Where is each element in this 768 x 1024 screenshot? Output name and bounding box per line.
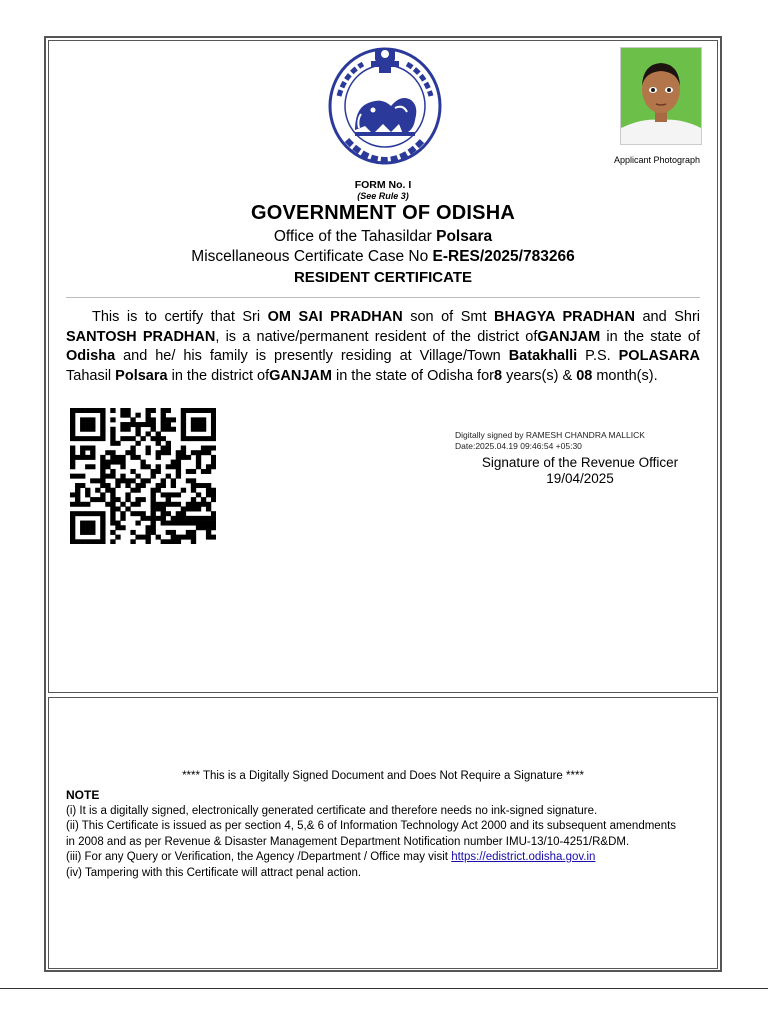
body-text: years(s) & [502,367,577,384]
form-number: FORM No. I [354,179,412,191]
signature-block [455,430,705,486]
tahasil-name: Polsara [115,367,168,384]
father-name: SANTOSH PRADHAN [66,328,216,345]
body-text: and he/ his family is presently residing at Village/Town [115,348,509,364]
note-item: (i) It is a digitally signed, electronically generated certificate and therefore needs no ink-signed signature. [66,804,598,817]
signature-title: Signature of the Revenue Officer [481,455,679,470]
case-line [48,248,718,266]
signature-timestamp: Date:2025.04.19 09:46:54 +05:30 [455,441,582,451]
residence-months: 08 [576,367,593,384]
district-name: GANJAM [537,328,601,345]
note-item: (ii) This Certificate is issued as per section 4, 5,& 6 of Information Technology Act 2000 and its subsequent amendments in 2008 and as per Revenue & Disaster Management Department Notification number IMU-13/10-4251/R&DM. [66,820,677,848]
applicant-photo [620,47,702,145]
edistrict-link[interactable]: https://edistrict.odisha.gov.in [451,851,596,863]
case-prefix: Miscellaneous Certificate Case No [191,248,433,265]
body-text: in the district of [167,367,270,384]
case-number: E-RES/2025/783266 [432,248,575,265]
office-line [48,228,718,246]
body-text: , is a native/permanent resident of the district of [215,328,538,345]
office-prefix: Office of the Tahasildar [273,228,437,245]
digital-signer: Digitally signed by RAMESH CHANDRA MALLICK [455,430,645,440]
body-text: month(s). [592,367,658,384]
body-text: This is to certify that Sri [92,309,268,325]
body-text: P.S. [577,348,619,364]
rule-reference: (See Rule 3) [357,191,409,201]
village-name: Batakhalli [508,348,578,364]
certificate-title: RESIDENT CERTIFICATE [293,269,473,286]
body-text: Tahasil [66,367,116,384]
residence-years: 8 [493,367,503,384]
note-item: (iv) Tampering with this Certificate will attract penal action. [66,866,362,879]
body-text: in the state of [600,328,700,345]
notes-list [66,788,688,881]
body-text: son of Smt [402,309,494,325]
qr-code-icon [70,408,216,544]
photo-caption: Applicant Photograph [613,155,700,165]
page-title: GOVERNMENT OF ODISHA [250,202,515,224]
state-name: Odisha [66,348,116,364]
district-name: GANJAM [269,367,332,384]
header-divider [66,297,700,298]
notes-heading: NOTE [66,788,100,802]
mother-name: BHAGYA PRADHAN [494,309,635,325]
police-station: POLASARA [618,348,701,364]
note-item [66,850,688,866]
body-text: in the state of Odisha for [331,367,494,384]
page-bottom-rule [0,988,768,989]
body-text: and Shri [634,309,700,325]
certificate-body [66,308,700,386]
applicant-name: OM SAI PRADHAN [267,309,403,325]
office-name: Polsara [436,228,493,245]
note-text: (iii) For any Query or Verification, the Agency /Department / Office may visit [66,851,452,863]
digital-signature-note: **** This is a Digitally Signed Document and Does Not Require a Signature **** [182,770,584,782]
odisha-emblem-icon [325,44,445,166]
signature-date: 19/04/2025 [546,471,614,486]
